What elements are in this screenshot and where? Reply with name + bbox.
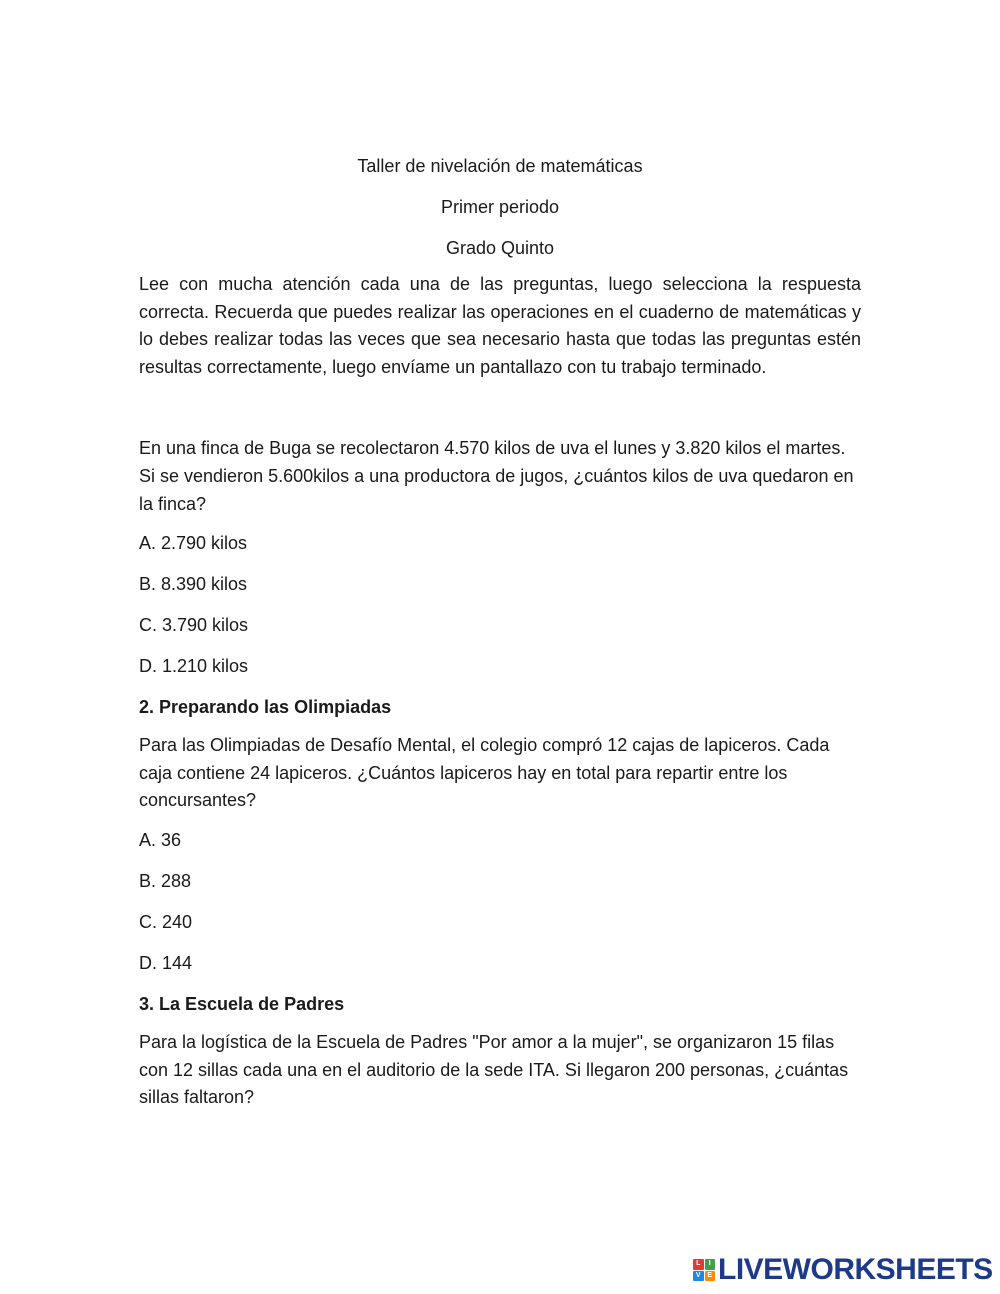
question-3-heading: 3. La Escuela de Padres [139,993,345,1014]
worksheet-page [139,155,861,1126]
question-1-option-b[interactable]: B. 8.390 kilos [139,574,248,595]
question-2-option-b[interactable]: B. 288 [139,870,192,891]
question-3-text: Para la logística de la Escuela de Padres "Por amor a la mujer", se organizaron 15 filas con 12 sillas cada una en el auditorio de la sede ITA. Si llegaron 200 personas, ¿cuántas sillas faltaron? [139,1031,849,1108]
question-1-text: En una finca de Buga se recolectaron 4.570 kilos de uva el lunes y 3.820 kilos el martes. Si se vendieron 5.600kilos a una productora de jugos, ¿cuántos kilos de uva quedaron en la finca? [139,438,854,514]
question-2-option-d[interactable]: D. 144 [139,952,193,973]
worksheet-title: Taller de nivelación de matemáticas [357,156,643,176]
question-1-option-c[interactable]: C. 3.790 kilos [139,615,249,636]
question-2-text: Para las Olimpiadas de Desafío Mental, el colegio compró 12 cajas de lapiceros. Cada caja contiene 24 lapiceros. ¿Cuántos lapiceros hay en total para repartir entre los concursantes? [139,735,830,811]
question-1-option-a[interactable]: A. 2.790 kilos [139,533,248,554]
worksheet-grade: Grado Quinto [445,238,555,258]
question-1-option-d[interactable]: D. 1.210 kilos [139,656,249,677]
liveworksheets-logo [693,1255,993,1285]
liveworksheets-logo-text: LIVEWORKSHEETS [718,1253,993,1286]
question-2-option-a[interactable]: A. 36 [139,829,182,850]
question-2-heading: 2. Preparando las Olimpiadas [139,697,392,718]
worksheet-period: Primer periodo [440,197,560,217]
question-2-option-c[interactable]: C. 240 [139,911,193,932]
liveworksheets-logo-icon: L I V E [693,1259,715,1281]
instructions-paragraph: Lee con mucha atención cada una de las preguntas, luego selecciona la respuesta correcta. Recuerda que puedes realizar las operaciones en el cuaderno de matemáticas y lo debes realizar todas las veces que sea necesario hasta que todas las preguntas estén resultas correctamente, luego envíame un pantallazo con tu trabajo terminado. [139,274,861,377]
